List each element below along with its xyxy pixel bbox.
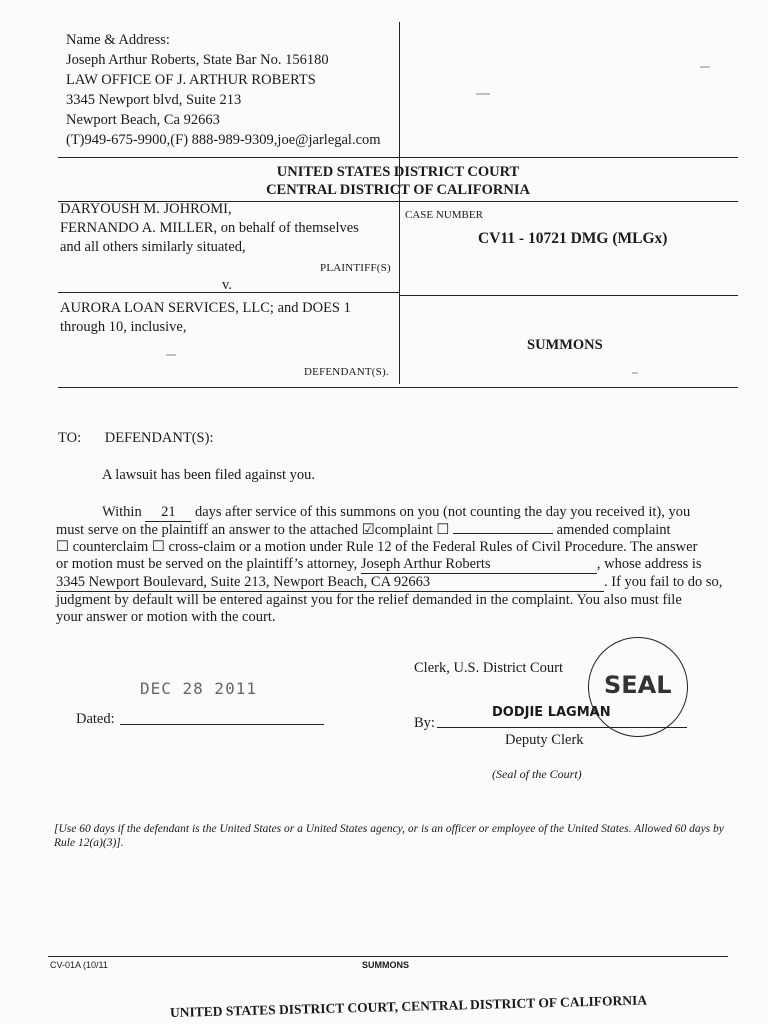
seal-caption: (Seal of the Court) xyxy=(492,767,582,781)
attorney-address-value: 3345 Newport Boulevard, Suite 213, Newport Beach, CA 92663 xyxy=(56,574,431,590)
dated-signature-line xyxy=(120,724,324,725)
scan-speck xyxy=(476,93,490,95)
p1-rest: days after service of this summons on you (not counting the day you received it), you xyxy=(194,504,691,520)
case-number: CV11 - 10721 DMG (MLGx) xyxy=(478,230,668,247)
lawsuit-filed-text: A lawsuit has been filed against you. xyxy=(102,467,316,483)
by-label: By: xyxy=(414,715,435,731)
p4-part-b: , whose address is xyxy=(596,556,702,572)
court-district: CENTRAL DISTRICT OF CALIFORNIA xyxy=(266,182,530,198)
header-rule-bottom xyxy=(58,387,738,388)
scan-speck xyxy=(632,372,638,374)
dated-label: Dated: xyxy=(76,711,115,727)
summons-title: SUMMONS xyxy=(527,337,603,353)
blank-checkbox: ☐ xyxy=(436,522,450,538)
deputy-clerk-name: DODJIE LAGMAN xyxy=(492,705,611,720)
to-value: DEFENDANT(S): xyxy=(104,430,214,446)
service-paragraph xyxy=(56,504,736,626)
days-value: 21 xyxy=(161,504,176,520)
form-id: CV-01A (10/11 xyxy=(50,960,108,970)
to-line xyxy=(58,430,213,447)
scan-speck xyxy=(700,66,710,68)
p2-part-a: must serve on the plaintiff an answer to the attached xyxy=(56,522,359,538)
p6-line: judgment by default will be entered against you for the relief demanded in the complaint. You also must file xyxy=(56,592,682,608)
p4-part-a: or motion must be served on the plaintiff’s attorney, xyxy=(56,556,358,572)
footer-rule xyxy=(48,956,728,957)
case-number-label: CASE NUMBER xyxy=(405,209,483,221)
p3-line: ☐ counterclaim ☐ cross-claim or a motion under Rule 12 of the Federal Rules of Civil Procedure. The answer xyxy=(56,539,698,555)
plaintiff-line-2: FERNANDO A. MILLER, on behalf of themselves xyxy=(60,220,359,236)
sixty-day-note: [Use 60 days if the defendant is the United States or a United States agency, or is an officer or employee of the United States. Allowed 60 days by Rule 12(a)(3)]. xyxy=(54,823,724,849)
attorney-name-value: Joseph Arthur Roberts xyxy=(360,556,491,572)
p5-part-b: . If you fail to do so, xyxy=(604,574,723,590)
deputy-clerk-title: Deputy Clerk xyxy=(505,732,584,748)
p2-part-b: complaint xyxy=(374,522,433,538)
plaintiff-label: PLAINTIFF(S) xyxy=(320,262,391,274)
attorney-address-field xyxy=(56,574,604,592)
clerk-label: Clerk, U.S. District Court xyxy=(414,660,564,676)
within-text: Within xyxy=(102,504,142,520)
footer-title: SUMMONS xyxy=(362,960,409,970)
court-name: UNITED STATES DISTRICT COURT xyxy=(276,164,520,180)
attorney-heading: Name & Address: xyxy=(66,32,170,48)
plaintiff-line-1: DARYOUSH M. JOHROMI, xyxy=(60,201,232,217)
to-label: TO: xyxy=(58,430,82,446)
plaintiffs-block xyxy=(60,200,390,257)
attorney-name-field xyxy=(361,556,597,574)
scan-speck xyxy=(166,354,176,356)
plaintiff-line-3: and all others similarly situated, xyxy=(60,239,246,255)
days-field xyxy=(145,504,191,522)
attorney-name-line: Joseph Arthur Roberts, State Bar No. 156180 xyxy=(66,52,329,68)
defendant-line-2: through 10, inclusive, xyxy=(60,319,187,335)
defendant-label: DEFENDANT(S). xyxy=(304,366,389,378)
attorney-contact-line: (T)949-675-9900,(F) 888-989-9309,joe@jarlegal.com xyxy=(66,132,381,148)
header-rule-top xyxy=(58,157,738,158)
blank-field xyxy=(453,533,553,534)
attorney-city-line: Newport Beach, Ca 92663 xyxy=(66,112,220,128)
court-heading xyxy=(58,163,738,199)
p2-part-c: amended complaint xyxy=(556,522,671,538)
seal-text: SEAL xyxy=(604,671,672,699)
defendant-line-1: AURORA LOAN SERVICES, LLC; and DOES 1 xyxy=(60,300,351,316)
header-rule-case xyxy=(399,295,738,296)
attorney-street-line: 3345 Newport blvd, Suite 213 xyxy=(66,92,242,108)
attorney-firm-line: LAW OFFICE OF J. ARTHUR ROBERTS xyxy=(66,72,316,88)
versus-label: v. xyxy=(222,277,232,293)
defendants-block xyxy=(60,299,390,337)
p7-line: your answer or motion with the court. xyxy=(56,609,276,625)
next-page-header: UNITED STATES DISTRICT COURT, CENTRAL DISTRICT OF CALIFORNIA xyxy=(169,992,648,1020)
attorney-block xyxy=(66,30,381,150)
header-vertical-divider xyxy=(399,22,400,384)
date-stamp: DEC 28 2011 xyxy=(140,679,257,698)
complaint-checkbox: ☑ xyxy=(361,522,375,538)
